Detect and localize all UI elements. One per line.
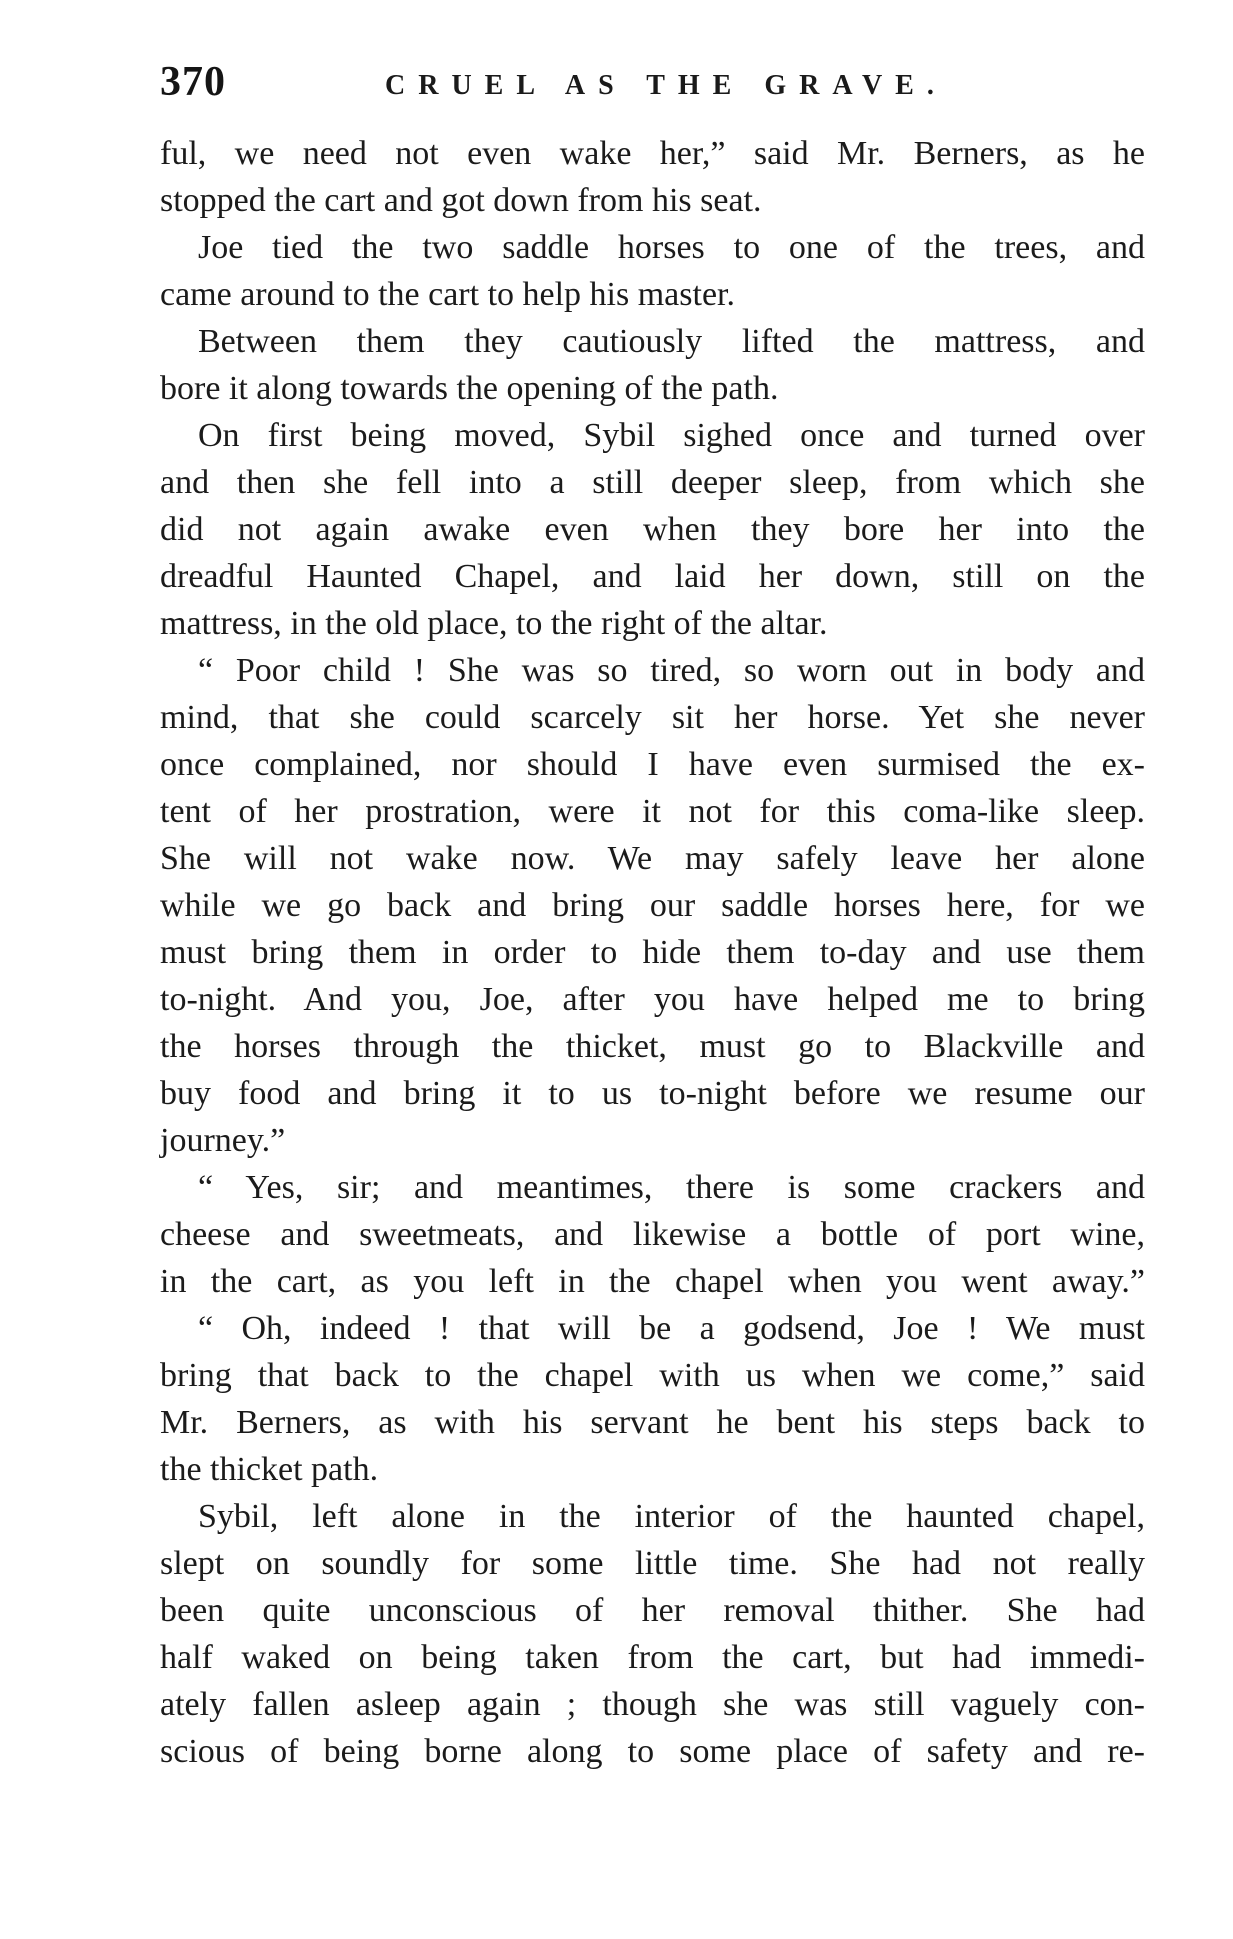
text-line: mattress, in the old place, to the right of the altar. <box>160 605 828 642</box>
text-line: slept on soundly for some little time. She had not really <box>160 1545 1145 1582</box>
page-number: 370 <box>160 59 226 105</box>
text-line: dreadful Haunted Chapel, and laid her down, still on the <box>160 558 1145 595</box>
text-line: been quite unconscious of her removal thither. She had <box>160 1592 1145 1629</box>
running-title: CRUEL AS THE GRAVE. <box>385 70 947 101</box>
text-line: cheese and sweetmeats, and likewise a bottle of port wine, <box>160 1216 1145 1253</box>
text-line: bring that back to the chapel with us when we come,” said <box>160 1357 1145 1394</box>
text-line: half waked on being taken from the cart, but had immedi- <box>160 1639 1145 1676</box>
text-line: stopped the cart and got down from his seat. <box>160 182 762 219</box>
page-header <box>160 58 1160 118</box>
text-line: ful, we need not even wake her,” said Mr. Berners, as he <box>160 135 1145 172</box>
text-line: She will not wake now. We may safely leave her alone <box>160 840 1145 877</box>
text-line: came around to the cart to help his master. <box>160 276 735 313</box>
text-line: ately fallen asleep again ; though she was still vaguely con- <box>160 1686 1145 1723</box>
text-line: scious of being borne along to some place of safety and re- <box>160 1733 1145 1770</box>
text-line: and then she fell into a still deeper sleep, from which she <box>160 464 1145 501</box>
body-text <box>160 130 1145 1775</box>
text-line: Joe tied the two saddle horses to one of the trees, and <box>198 229 1145 266</box>
text-line: in the cart, as you left in the chapel when you went away.” <box>160 1263 1145 1300</box>
text-line: Sybil, left alone in the interior of the haunted chapel, <box>198 1498 1145 1535</box>
text-line: the horses through the thicket, must go to Blackville and <box>160 1028 1145 1065</box>
text-line: Between them they cautiously lifted the mattress, and <box>198 323 1145 360</box>
text-line: to-night. And you, Joe, after you have helped me to bring <box>160 981 1145 1018</box>
text-line: Mr. Berners, as with his servant he bent his steps back to <box>160 1404 1145 1441</box>
text-line: “ Poor child ! She was so tired, so worn out in body and <box>198 652 1145 689</box>
text-line: On first being moved, Sybil sighed once and turned over <box>198 417 1145 454</box>
text-line: did not again awake even when they bore her into the <box>160 511 1145 548</box>
text-line: the thicket path. <box>160 1451 379 1488</box>
text-line: while we go back and bring our saddle horses here, for we <box>160 887 1145 924</box>
text-line: once complained, nor should I have even surmised the ex- <box>160 746 1145 783</box>
text-line: bore it along towards the opening of the path. <box>160 370 779 407</box>
text-line: mind, that she could scarcely sit her horse. Yet she never <box>160 699 1145 736</box>
text-line: journey.” <box>160 1122 286 1159</box>
text-line: buy food and bring it to us to-night before we resume our <box>160 1075 1145 1112</box>
text-line: “ Yes, sir; and meantimes, there is some crackers and <box>198 1169 1145 1206</box>
text-line: “ Oh, indeed ! that will be a godsend, Joe ! We must <box>198 1310 1145 1347</box>
text-line: tent of her prostration, were it not for this coma-like sleep. <box>160 793 1145 830</box>
text-line: must bring them in order to hide them to-day and use them <box>160 934 1145 971</box>
